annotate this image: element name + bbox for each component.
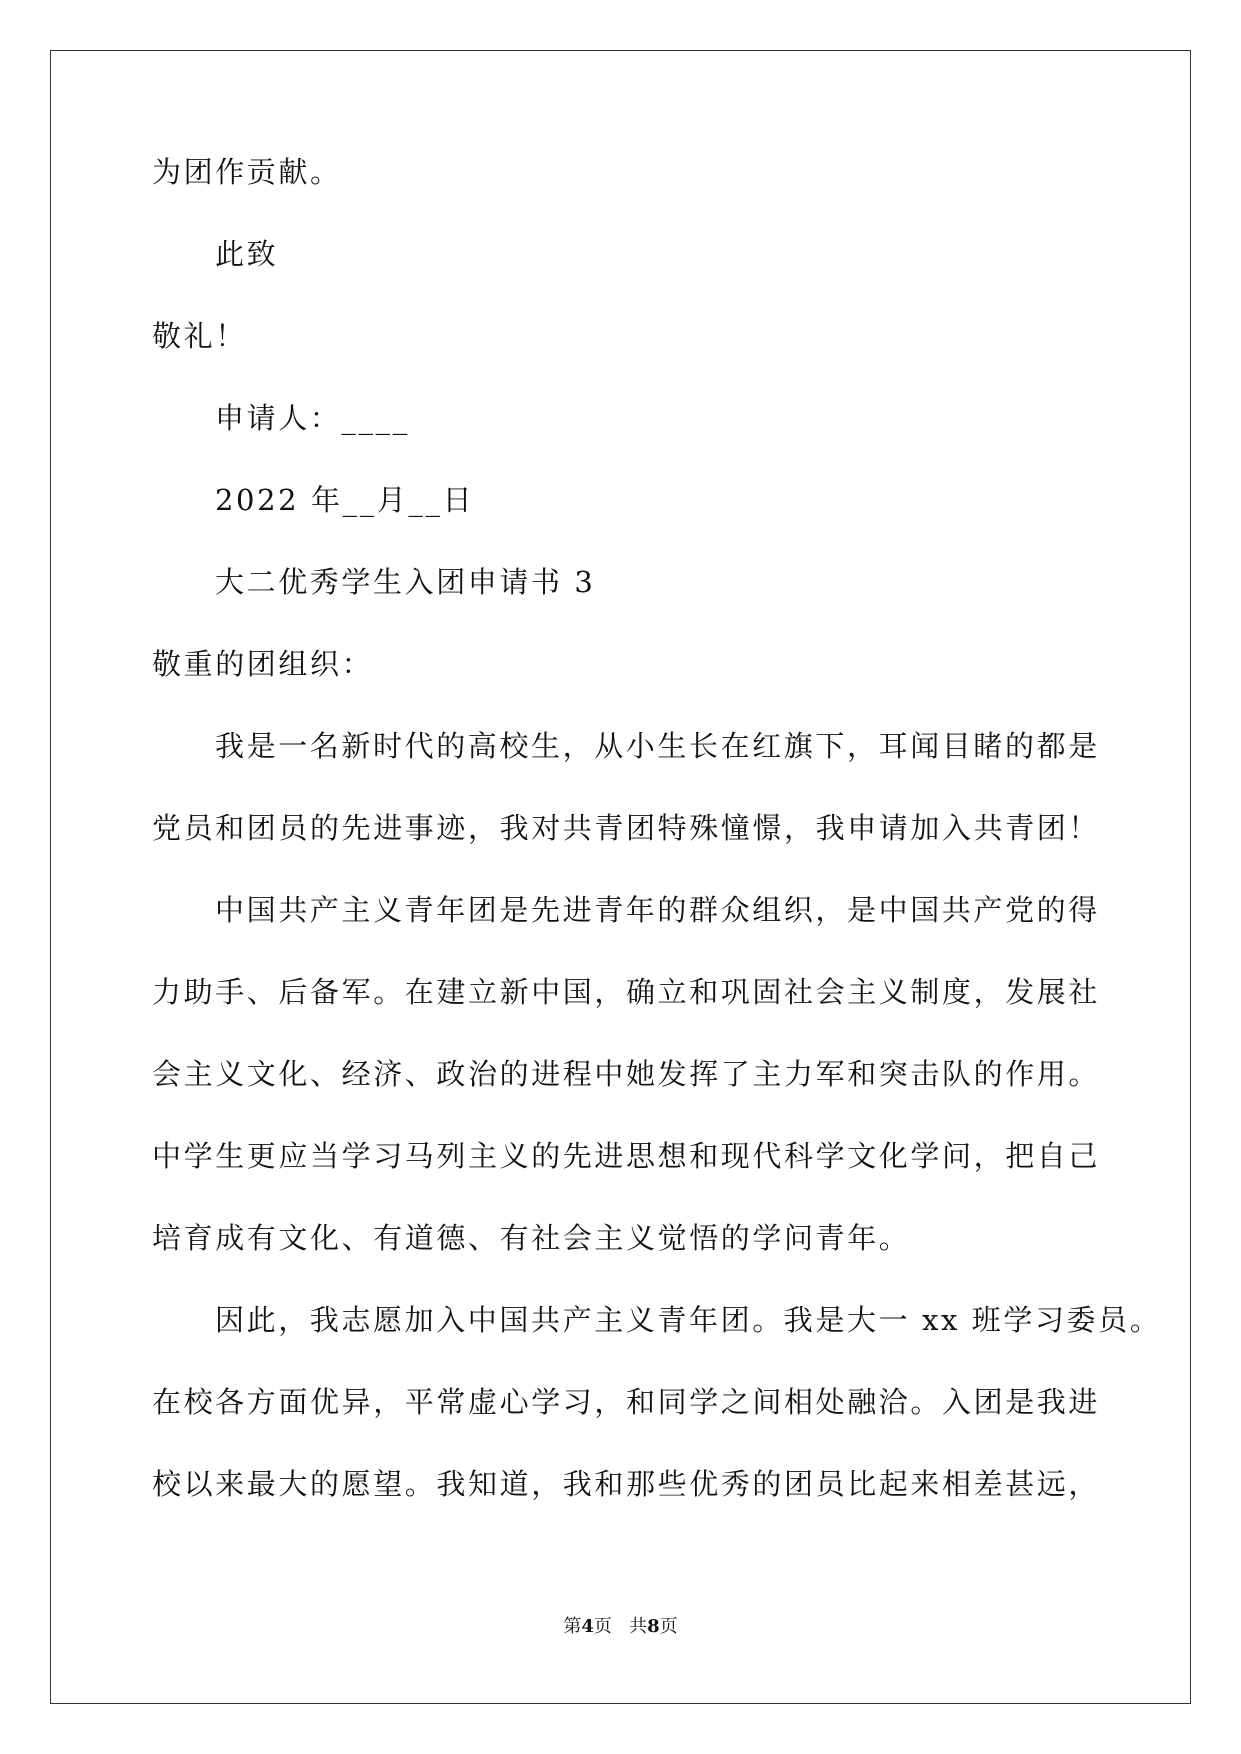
page-suffix: 页 [593, 1616, 612, 1637]
page-footer [0, 1615, 1241, 1639]
closing-salutation: 此致 [215, 237, 279, 271]
body-line: 为团作贡献。 [152, 155, 342, 189]
closing-regards: 敬礼！ [152, 319, 247, 353]
body-line: 党员和团员的先进事迹，我对共青团特殊憧憬，我申请加入共青团！ [152, 811, 1101, 845]
applicant-signature-line: 申请人：____ [215, 401, 410, 435]
body-line: 因此，我志愿加入中国共产主义青年团。我是大一 xx 班学习委员。 [215, 1303, 1162, 1337]
body-line: 会主义文化、经济、政治的进程中她发挥了主力军和突击队的作用。 [152, 1057, 1101, 1091]
total-page-number: 8 [647, 1616, 660, 1637]
total-suffix: 页 [659, 1616, 678, 1637]
body-line: 在校各方面优异，平常虚心学习，和同学之间相处融洽。入团是我进 [152, 1385, 1101, 1419]
body-line: 中国共产主义青年团是先进青年的群众组织，是中国共产党的得 [215, 893, 1100, 927]
body-line: 我是一名新时代的高校生，从小生长在红旗下，耳闻目睹的都是 [215, 729, 1100, 763]
page-border [50, 50, 1191, 1704]
body-line: 力助手、后备军。在建立新中国，确立和巩固社会主义制度，发展社 [152, 975, 1101, 1009]
body-line: 校以来最大的愿望。我知道，我和那些优秀的团员比起来相差甚远， [152, 1467, 1101, 1501]
body-line: 培育成有文化、有道德、有社会主义觉悟的学问青年。 [152, 1221, 911, 1255]
page-prefix: 第 [563, 1616, 582, 1637]
date-line: 2022 年__月__日 [215, 483, 475, 517]
letter-greeting: 敬重的团组织： [152, 647, 374, 681]
total-prefix: 共 [629, 1616, 648, 1637]
current-page-number: 4 [581, 1616, 594, 1637]
section-title: 大二优秀学生入团申请书 3 [215, 565, 596, 599]
body-line: 中学生更应当学习马列主义的先进思想和现代科学文化学问，把自己 [152, 1139, 1101, 1173]
